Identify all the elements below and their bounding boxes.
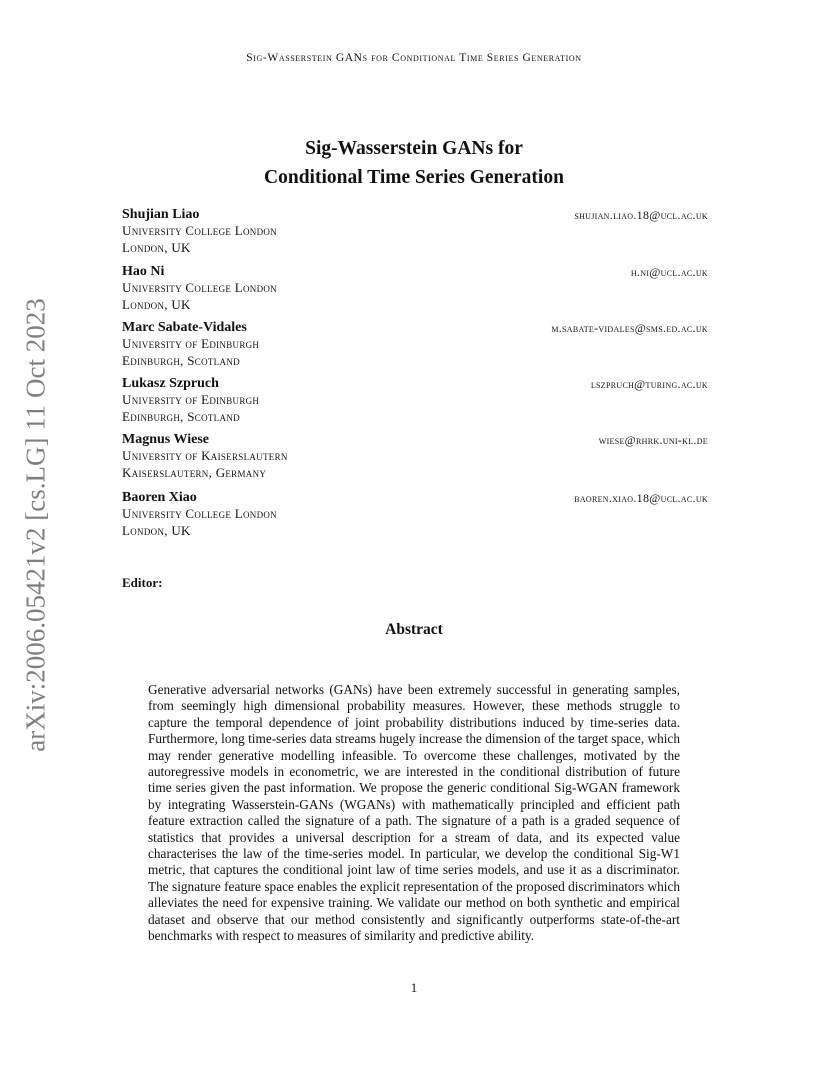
author-name: Magnus Wiese [122,432,209,447]
author-block [122,320,708,369]
author-location: London, UK [122,239,191,255]
author-affiliation: University of Kaiserslautern [122,448,288,463]
author-email[interactable]: h.ni@ucl.ac.uk [630,265,708,279]
editor-label: Editor: [122,575,163,590]
author-block [122,207,708,256]
author-location: London, UK [122,296,191,312]
abstract-text: Generative adversarial networks (GANs) have been extremely successful in generating samples, from seemingly high dimensional probability measures. However, these methods struggle to capture the temporal dependence of joint probability distributions induced by time-series data. Furthermore, long time-series data streams hugely increase the dimension of the target space, which may render generative modelling infeasible. To overcome these challenges, motivated by the autoregressive models in econometric, we are interested in the conditional distribution of future time series given the past information. We propose the generic conditional Sig-WGAN framework by integrating Wasserstein-GANs (WGANs) with mathematically principled and efficient path feature extraction called the signature of a path. The signature of a path is a graded sequence of statistics that provides a universal description for a stream of data, and its expected value characterises the law of the time-series model. In particular, we develop the conditional Sig-W1 metric, that captures the conditional joint law of time series models, and use it as a discriminator. The signature feature space enables the explicit representation of the proposed discriminators which alleviates the need for expensive training. We validate our method on both synthetic and empirical dataset and observe that our method consistently and significantly outperforms state-of-the-art benchmarks with respect to measures of similarity and predictive ability. [148,682,680,944]
author-affiliation: University College London [122,223,277,238]
author-name: Marc Sabate-Vidales [122,320,247,335]
running-head: Sig-Wasserstein GANs for Conditional Time Series Generation [246,52,582,64]
author-name: Baoren Xiao [122,490,197,505]
author-location: Kaiserslautern, Germany [122,464,267,480]
author-email[interactable]: shujian.liao.18@ucl.ac.uk [574,208,708,222]
author-name: Hao Ni [122,264,165,279]
abstract-heading: Abstract [385,621,443,638]
author-email[interactable]: baoren.xiao.18@ucl.ac.uk [574,491,708,505]
author-block [122,376,708,425]
author-location: London, UK [122,522,191,538]
title-line-1: Sig-Wasserstein GANs for [305,138,523,159]
author-block [122,490,708,539]
arxiv-identifier-stamp: arXiv:2006.05421v2 [cs.LG] 11 Oct 2023 [20,298,51,752]
author-location: Edinburgh, Scotland [122,352,240,368]
author-affiliation: University College London [122,280,277,295]
author-location: Edinburgh, Scotland [122,408,240,424]
author-block [122,264,708,313]
author-block [122,432,708,481]
author-affiliation: University College London [122,506,277,521]
author-affiliation: University of Edinburgh [122,392,260,407]
paper-title [0,134,828,192]
author-affiliation: University of Edinburgh [122,336,260,351]
author-name: Shujian Liao [122,207,200,222]
author-email[interactable]: lszpruch@turing.ac.uk [590,377,708,391]
author-name: Lukasz Szpruch [122,376,219,391]
author-email[interactable]: m.sabate-vidales@sms.ed.ac.uk [551,321,708,335]
title-line-2: Conditional Time Series Generation [264,167,564,188]
page-number: 1 [410,980,418,995]
author-email[interactable]: wiese@rhrk.uni-kl.de [598,433,708,447]
